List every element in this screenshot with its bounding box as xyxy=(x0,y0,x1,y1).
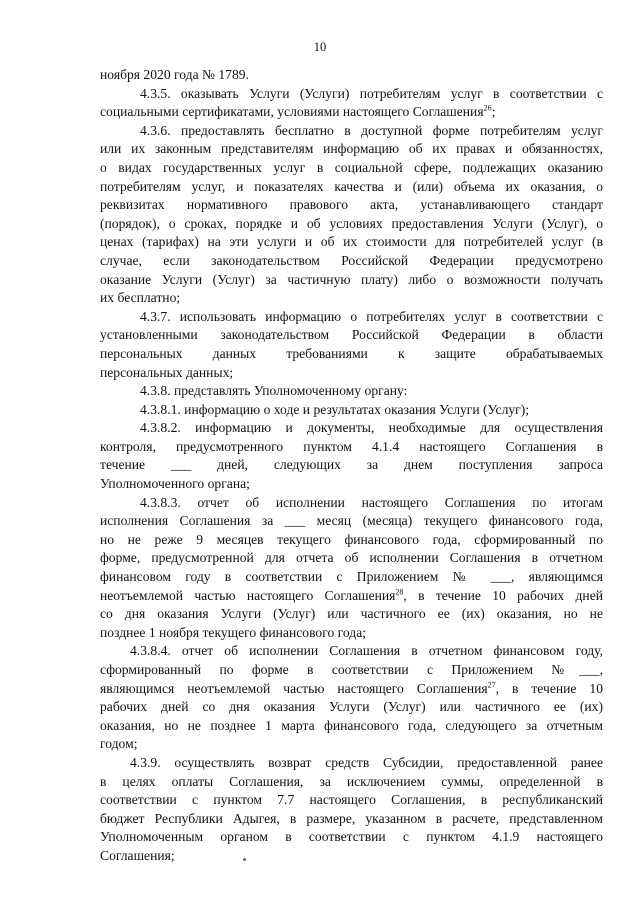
text-line xyxy=(100,847,603,866)
text-line xyxy=(100,587,603,606)
line-tail: , в течение 10 xyxy=(495,680,603,696)
text-line xyxy=(100,159,603,178)
text-line xyxy=(100,680,603,699)
line-text: 4.3.8.4. отчет об исполнении Соглашения в отчетном финансовом году, xyxy=(130,643,603,659)
text-line xyxy=(100,549,603,568)
text-line xyxy=(100,308,603,327)
text-line xyxy=(100,642,603,661)
line-text: течение ___ дней, следующих за днем поступления запроса xyxy=(100,457,603,473)
line-text: 4.3.8.1. информацию о ходе и результатах оказания Услуги (Услуг); xyxy=(140,401,530,417)
line-text: в целях оплаты Соглашения, за исключением суммы, определенной в xyxy=(100,773,603,789)
line-text: годом; xyxy=(100,736,138,752)
text-line xyxy=(100,103,603,122)
line-tail: ; xyxy=(491,104,496,120)
text-line xyxy=(100,456,603,475)
line-text: 4.3.8.3. отчет об исполнении настоящего Соглашения по итогам xyxy=(140,494,603,510)
line-text: установленными законодательством Российской Федерации в области xyxy=(100,327,603,343)
text-line xyxy=(100,494,603,513)
line-text: Соглашения; xyxy=(100,847,175,863)
line-text: форме, предусмотренной для отчета об исполнении Соглашения в отчетном xyxy=(100,550,603,566)
line-text: сформированный по форме в соответствии с Приложением №___, xyxy=(100,662,603,677)
line-text: соответствии с пунктом 7.7 настоящего Соглашения, в республиканский xyxy=(100,792,603,808)
line-text: бюджет Республики Адыгея, в размере, указанном в расчете, представленном xyxy=(100,810,603,826)
text-line xyxy=(100,773,603,792)
line-text: неотъемлемой частью настоящего Соглашения xyxy=(100,587,396,603)
line-text: 4.3.9. осуществлять возврат средств Субсидии, предоставленной ранее xyxy=(130,754,603,770)
line-tail: , в течение 10 рабочих дней xyxy=(403,587,604,603)
line-text: контроля, предусмотренного пунктом 4.1.4 настоящего Соглашения в xyxy=(100,438,603,454)
line-text: ноября 2020 года № 1789. xyxy=(100,67,249,82)
text-line xyxy=(100,810,603,829)
text-line xyxy=(100,196,603,215)
line-text: случае, если законодательством Российской Федерации предусмотрено xyxy=(100,252,603,268)
text-line xyxy=(100,512,603,531)
line-text: позднее 1 ноября текущего финансового года; xyxy=(100,624,367,640)
document-body xyxy=(100,66,603,866)
text-line xyxy=(100,233,603,252)
text-line xyxy=(100,85,603,104)
text-line xyxy=(100,568,603,587)
line-text: Уполномоченным органом в соответствии с пунктом 4.1.9 настоящего xyxy=(100,829,603,845)
text-line xyxy=(100,178,603,197)
text-line xyxy=(100,364,603,383)
text-line xyxy=(100,122,603,141)
text-line xyxy=(100,140,603,159)
scan-speck xyxy=(243,858,246,861)
text-line xyxy=(100,271,603,290)
line-text: являющимся неотъемлемой частью настоящего Соглашения xyxy=(100,680,488,696)
text-line xyxy=(100,754,603,773)
text-line xyxy=(100,401,603,420)
text-line xyxy=(100,475,603,494)
text-line xyxy=(100,661,603,680)
line-text: оказания, но не позднее 1 марта финансового года, следующего за отчетным xyxy=(100,717,603,733)
line-text: со дня оказания Услуги (Услуг) или частичного ее (их) оказания, но не xyxy=(100,606,603,622)
footnote-ref: 28 xyxy=(395,587,404,597)
line-text: (порядок), о сроках, порядке и об условиях предоставления Услуги (Услуг), о xyxy=(100,215,603,231)
line-text: персональных данных; xyxy=(100,364,234,380)
footnote-ref: 26 xyxy=(483,103,492,113)
line-text: исполнения Соглашения за ___ месяц (месяца) текущего финансового года, xyxy=(100,513,603,529)
text-line xyxy=(100,419,603,438)
text-line xyxy=(100,717,603,736)
line-text: 4.3.6. предоставлять бесплатно в доступной форме потребителям услуг xyxy=(140,122,603,138)
text-line xyxy=(100,791,603,810)
line-text: о видах государственных услуг в социальной сфере, подлежащих оказанию xyxy=(100,159,603,175)
text-line xyxy=(100,735,603,754)
text-line xyxy=(100,438,603,457)
line-text: 4.3.8. представлять Уполномоченному органу: xyxy=(140,383,408,399)
text-line xyxy=(100,624,603,643)
text-line xyxy=(100,605,603,624)
line-text: реквизитах нормативного правового акта, устанавливающего стандарт xyxy=(100,197,603,213)
line-text: ценах (тарифах) на эти услуги и об их стоимости для потребителей услуг (в xyxy=(100,234,603,250)
line-text: финансовом году в соответствии с Приложением № ___, являющимся xyxy=(100,569,603,585)
text-line xyxy=(100,215,603,234)
footnote-ref: 27 xyxy=(487,680,496,690)
line-text: 4.3.7. использовать информацию о потребителях услуг в соответствии с xyxy=(140,308,603,324)
line-text: потребителям услуг, и показателях качества и (или) объема их оказания, о xyxy=(100,178,603,194)
text-line xyxy=(100,66,603,85)
line-text: 4.3.5. оказывать Услуги (Услуги) потребителям услуг в соответствии с xyxy=(140,85,603,101)
text-line xyxy=(100,828,603,847)
text-line xyxy=(100,326,603,345)
text-line xyxy=(100,345,603,364)
text-line xyxy=(100,531,603,550)
text-line xyxy=(100,289,603,308)
line-text: оказание Услуги (Услуг) за частичную плату) либо о возможности получать xyxy=(100,271,603,287)
line-text: Уполномоченного органа; xyxy=(100,476,250,492)
line-text: персональных данных требованиями к защите обрабатываемых xyxy=(100,345,603,361)
line-text: или их законным представителям информацию об их правах и обязанностях, xyxy=(100,141,603,157)
line-text: рабочих дней со дня оказания Услуги (Услуг) или частичного ее (их) xyxy=(100,699,603,715)
line-text: социальными сертификатами, условиями настоящего Соглашения xyxy=(100,104,484,120)
line-text: 4.3.8.2. информацию и документы, необходимые для осуществления xyxy=(140,420,603,436)
line-text: но не реже 9 месяцев текущего финансового года, сформированный по xyxy=(100,531,603,547)
page-number: 10 xyxy=(313,40,327,54)
text-line xyxy=(100,382,603,401)
line-text: их бесплатно; xyxy=(100,290,181,306)
text-line xyxy=(100,698,603,717)
text-line xyxy=(100,252,603,271)
